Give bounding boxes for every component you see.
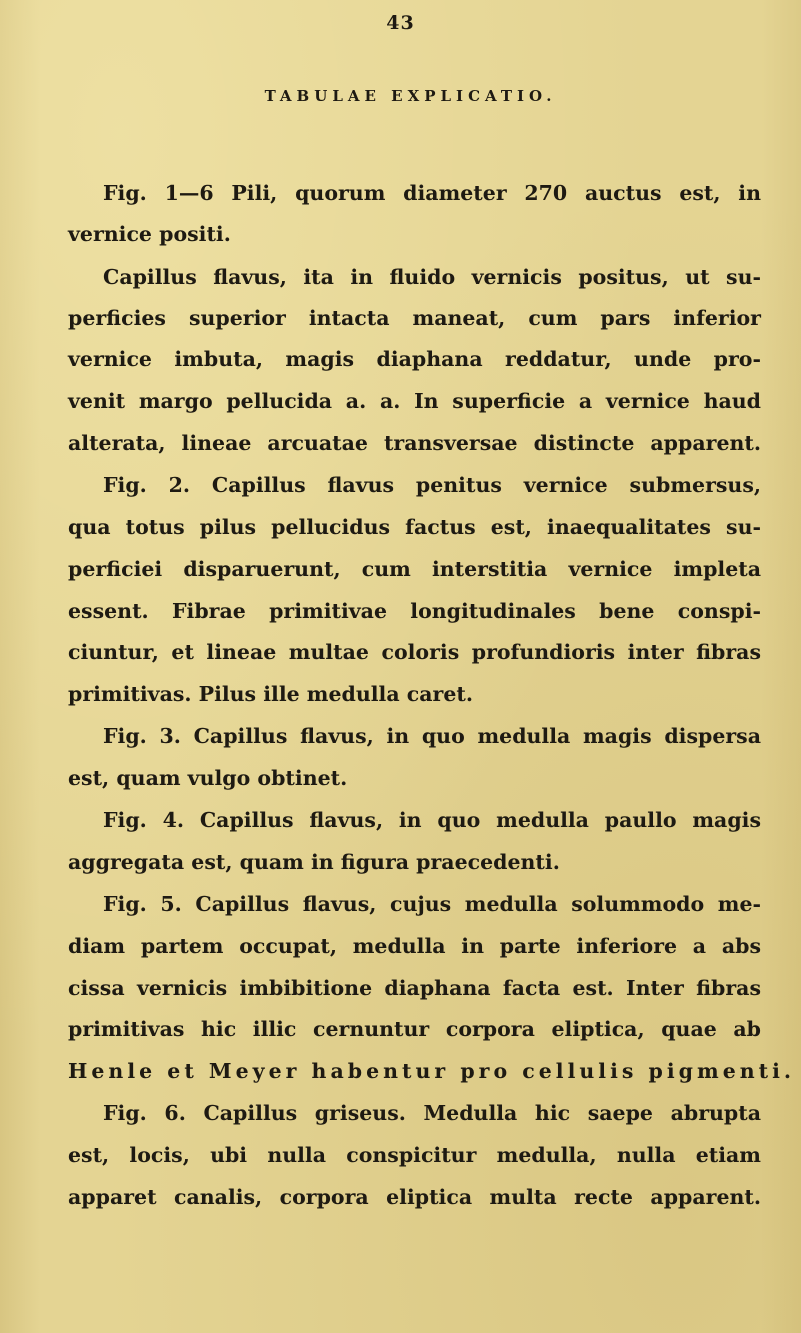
text-line: vernice positi. [68, 222, 231, 246]
text-line: perficies superior intacta maneat, cum pars inferior [68, 306, 761, 330]
text-line: qua totus pilus pellucidus factus est, inaequalitates su- [68, 515, 761, 539]
text-line: est, quam vulgo obtinet. [68, 766, 348, 790]
text-line: Fig. 1—6 Pili, quorum diameter 270 auctus est, in [103, 181, 761, 205]
text-line: Fig. 2. Capillus flavus penitus vernice submersus, [103, 473, 761, 497]
text-line: essent. Fibrae primitivae longitudinales bene conspi- [68, 599, 761, 623]
text-line: Fig. 5. Capillus flavus, cujus medulla solummodo me- [103, 892, 761, 916]
text-line: Fig. 3. Capillus flavus, in quo medulla magis dispersa [103, 724, 761, 748]
page-number: 43 [386, 12, 415, 34]
text-line: cissa vernicis imbibitione diaphana facta est. Inter fibras [68, 976, 761, 1000]
text-line: ciuntur, et lineae multae coloris profundioris inter fibras [68, 640, 761, 664]
text-line: Fig. 6. Capillus griseus. Medulla hic saepe abrupta [103, 1101, 761, 1125]
text-line: vernice imbuta, magis diaphana reddatur, unde pro- [68, 347, 761, 371]
text-line: apparet canalis, corpora eliptica multa recte apparent. [68, 1185, 761, 1209]
text-line: Henle et Meyer habentur pro cellulis pigmenti. [68, 1059, 796, 1083]
text-line: venit margo pellucida a. a. In superficie a vernice haud [68, 389, 761, 413]
text-line: aggregata est, quam in figura praecedenti. [68, 850, 560, 874]
text-line: Capillus flavus, ita in fluido vernicis positus, ut su- [103, 265, 761, 289]
section-heading: TABULAE EXPLICATIO. [264, 87, 557, 105]
text-line: primitivas hic illic cernuntur corpora eliptica, quae ab [68, 1017, 761, 1041]
text-line: est, locis, ubi nulla conspicitur medulla, nulla etiam [68, 1143, 761, 1167]
text-line: alterata, lineae arcuatae transversae distincte apparent. [68, 431, 761, 455]
text-line: Fig. 4. Capillus flavus, in quo medulla paullo magis [103, 808, 761, 832]
text-line: diam partem occupat, medulla in parte inferiore a abs [68, 934, 761, 958]
text-line: perficiei disparuerunt, cum interstitia vernice impleta [68, 557, 761, 581]
text-line: primitivas. Pilus ille medulla caret. [68, 682, 473, 706]
